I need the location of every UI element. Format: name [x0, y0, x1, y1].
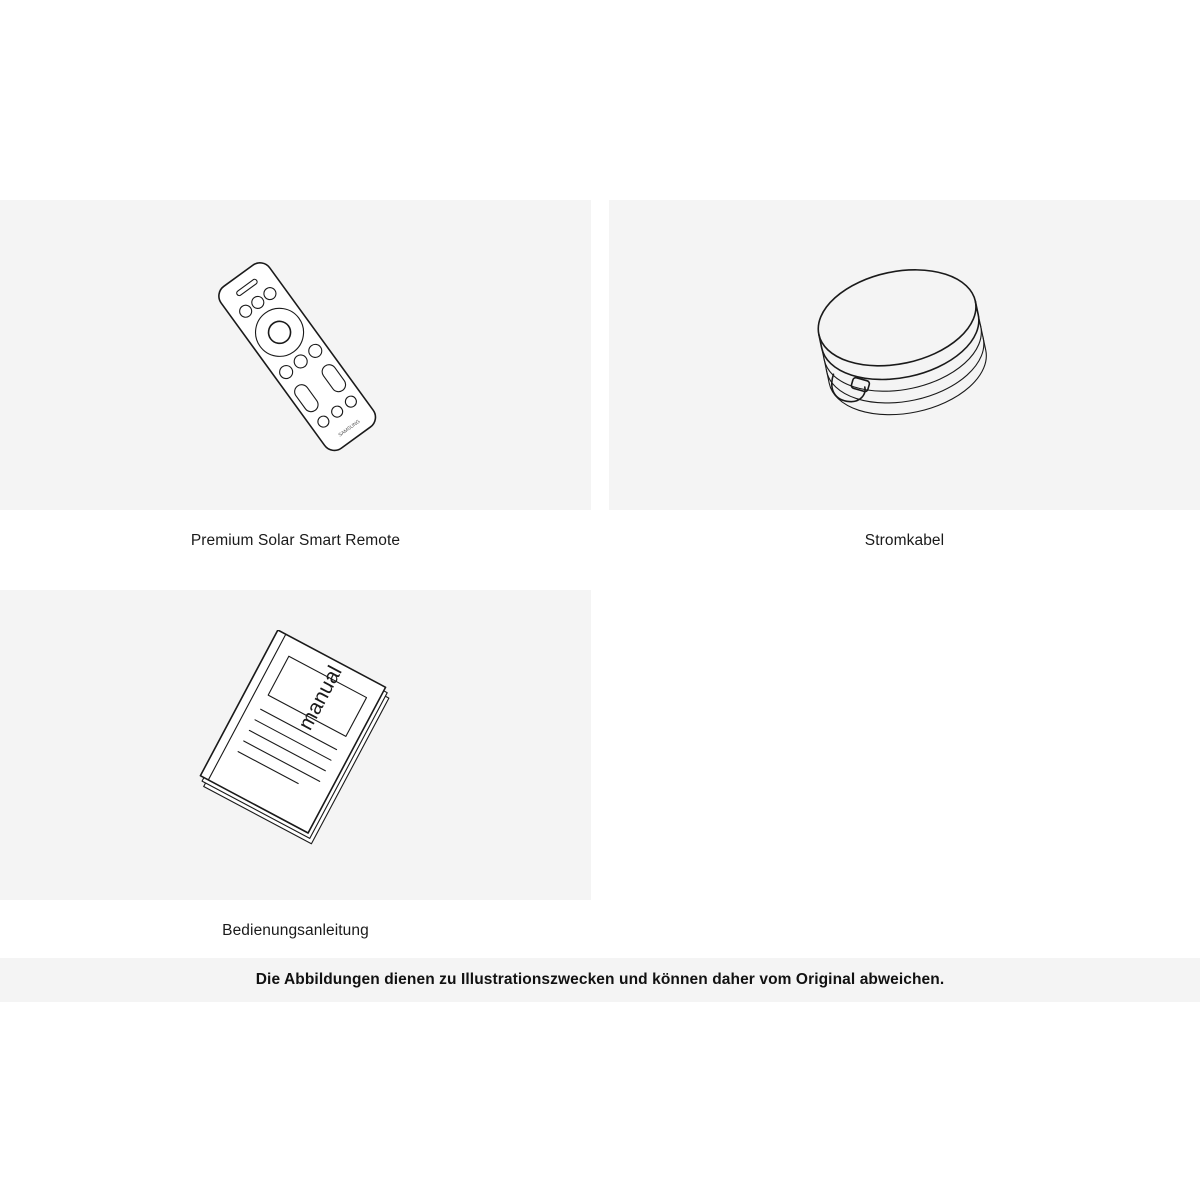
svg-text:manual: manual [293, 662, 347, 734]
power-cable-coil-illustration-icon [790, 255, 1020, 455]
row-spacer [0, 582, 1200, 590]
remote-control-illustration-icon [166, 235, 426, 475]
accessory-image-remote [0, 200, 591, 510]
accessory-label-manual: Bedienungsanleitung [222, 922, 369, 939]
illustration-disclaimer [0, 958, 1200, 1002]
accessory-image-power-cable [609, 200, 1200, 510]
accessory-label-remote: Premium Solar Smart Remote [190, 532, 401, 549]
accessory-card-manual [0, 590, 591, 962]
svg-text:SAMSUNG: SAMSUNG [336, 418, 361, 439]
illustration-disclaimer-text: Die Abbildungen dienen zu Illustrationszwecken und können daher vom Original abweichen. [255, 971, 945, 988]
accessory-grid [0, 200, 1200, 972]
accessory-row [0, 590, 1200, 972]
accessory-image-manual [0, 590, 591, 900]
accessory-row [0, 200, 1200, 582]
accessory-card-remote [0, 200, 591, 572]
accessory-card-power-cable [609, 200, 1200, 572]
manual-booklet-illustration-icon [176, 630, 416, 860]
accessory-label-power-cable: Stromkabel [864, 532, 945, 549]
